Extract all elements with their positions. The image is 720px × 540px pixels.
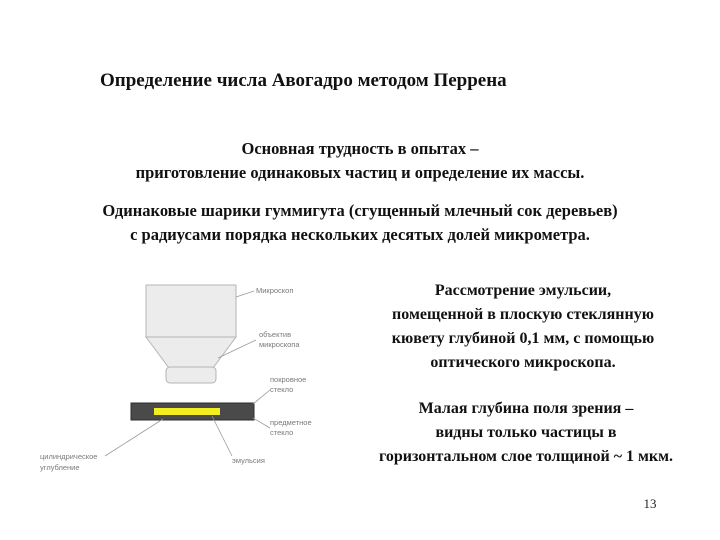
label-objective-line2: микроскопа: [259, 340, 300, 349]
microscope-cone: [146, 337, 236, 368]
text-line: горизонтальном слое толщиной ~ 1 мкм.: [378, 448, 674, 465]
label-slide-glass-line1: предметное: [270, 418, 312, 427]
text-line: Основная трудность в опытах –: [241, 139, 479, 158]
text-line: кювету глубиной 0,1 мм, с помощью: [391, 330, 655, 347]
label-emulsion: эмульсия: [232, 456, 265, 465]
page-number: 13: [643, 496, 657, 511]
label-cover-glass-line2: стекло: [270, 385, 294, 394]
text-line: Рассмотрение эмульсии,: [434, 282, 612, 299]
text-line: Малая глубина поля зрения –: [418, 400, 634, 417]
label-cylindrical-line1: цилиндрическое: [40, 452, 98, 461]
label-objective-line1: объектив: [259, 330, 292, 339]
slide-title: Определение числа Авогадро методом Перрена: [100, 70, 507, 91]
text-line: оптического микроскопа.: [430, 354, 616, 371]
label-microscope: Микроскоп: [256, 286, 294, 295]
microscope-body: [146, 285, 236, 337]
text-line: Одинаковые шарики гуммигута (сгущенный млечный сок деревьев): [102, 201, 618, 220]
emulsion-layer: [154, 408, 220, 415]
objective-lens: [166, 367, 216, 383]
label-cover-glass-line1: покровное: [270, 375, 307, 384]
label-cylindrical-line2: углубление: [40, 463, 80, 472]
text-line: помещенной в плоскую стеклянную: [392, 306, 654, 323]
text-line: видны только частицы в: [435, 424, 617, 441]
label-slide-glass-line2: стекло: [270, 428, 294, 437]
text-line: приготовление одинаковых частиц и определение их массы.: [135, 163, 585, 182]
text-line: с радиусами порядка нескольких десятых долей микрометра.: [130, 225, 590, 244]
